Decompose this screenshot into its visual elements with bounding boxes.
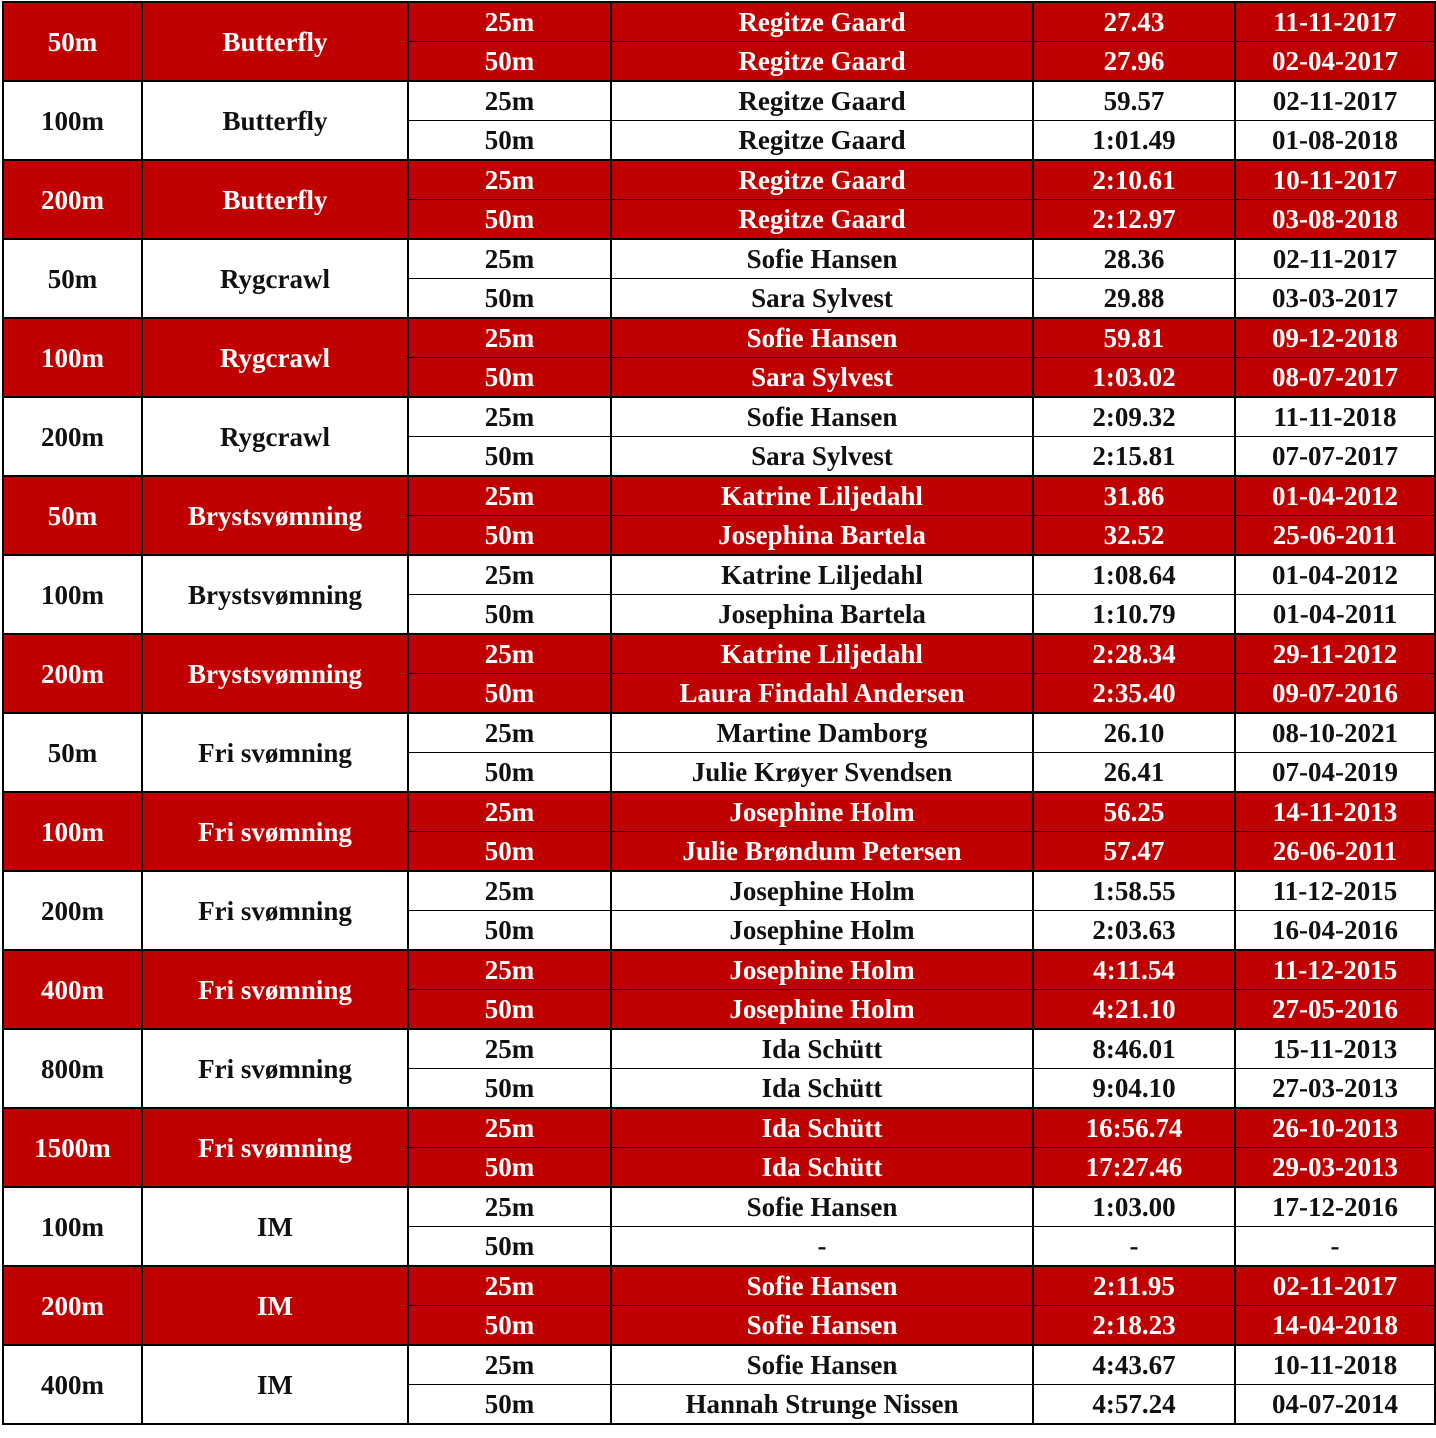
record-date-cell: 16-04-2016 (1235, 911, 1435, 951)
pool-length-cell: 50m (408, 753, 611, 793)
swimmer-name-cell: Regitze Gaard (611, 42, 1033, 82)
record-date-cell: 26-06-2011 (1235, 832, 1435, 872)
pool-length-cell: 50m (408, 200, 611, 240)
stroke-cell: Fri svømning (142, 1108, 408, 1187)
record-date-cell: 07-07-2017 (1235, 437, 1435, 477)
swimmer-name-cell: Sofie Hansen (611, 1306, 1033, 1346)
pool-length-cell: 25m (408, 871, 611, 911)
stroke-cell: Rygcrawl (142, 239, 408, 318)
swimmer-name-cell: Hannah Strunge Nissen (611, 1385, 1033, 1425)
record-date-cell: 02-04-2017 (1235, 42, 1435, 82)
record-time-cell: 1:03.00 (1033, 1187, 1235, 1227)
record-row (3, 1345, 1435, 1385)
stroke-cell: Fri svømning (142, 713, 408, 792)
record-row (3, 871, 1435, 911)
record-date-cell: 10-11-2018 (1235, 1345, 1435, 1385)
swimmer-name-cell: Josephina Bartela (611, 516, 1033, 556)
distance-cell: 50m (3, 476, 142, 555)
record-date-cell: 25-06-2011 (1235, 516, 1435, 556)
stroke-cell: Butterfly (142, 2, 408, 81)
pool-length-cell: 25m (408, 318, 611, 358)
swimmer-name-cell: Josephine Holm (611, 950, 1033, 990)
record-date-cell: 01-08-2018 (1235, 121, 1435, 161)
record-time-cell: 2:03.63 (1033, 911, 1235, 951)
record-row (3, 792, 1435, 832)
record-date-cell: 01-04-2012 (1235, 476, 1435, 516)
stroke-cell: Rygcrawl (142, 397, 408, 476)
swimmer-name-cell: Regitze Gaard (611, 2, 1033, 42)
swimmer-name-cell: Ida Schütt (611, 1108, 1033, 1148)
swimmer-name-cell: Ida Schütt (611, 1148, 1033, 1188)
record-time-cell: 2:10.61 (1033, 160, 1235, 200)
pool-length-cell: 50m (408, 42, 611, 82)
swimmer-name-cell: Sara Sylvest (611, 437, 1033, 477)
stroke-cell: Brystsvømning (142, 476, 408, 555)
record-time-cell: 8:46.01 (1033, 1029, 1235, 1069)
club-records-table (2, 1, 1436, 1425)
swimmer-name-cell: Sara Sylvest (611, 358, 1033, 398)
record-time-cell: 1:03.02 (1033, 358, 1235, 398)
record-time-cell: 1:10.79 (1033, 595, 1235, 635)
record-date-cell: 01-04-2012 (1235, 555, 1435, 595)
stroke-cell: Fri svømning (142, 950, 408, 1029)
record-row (3, 318, 1435, 358)
records-table-container (2, 1, 1434, 1425)
pool-length-cell: 50m (408, 1148, 611, 1188)
record-time-cell: 26.10 (1033, 713, 1235, 753)
pool-length-cell: 50m (408, 1227, 611, 1267)
swimmer-name-cell: Laura Findahl Andersen (611, 674, 1033, 714)
distance-cell: 200m (3, 1266, 142, 1345)
distance-cell: 200m (3, 160, 142, 239)
swimmer-name-cell: Sofie Hansen (611, 397, 1033, 437)
record-row (3, 1029, 1435, 1069)
pool-length-cell: 25m (408, 397, 611, 437)
pool-length-cell: 25m (408, 1345, 611, 1385)
swimmer-name-cell: Sofie Hansen (611, 1187, 1033, 1227)
record-time-cell: 1:08.64 (1033, 555, 1235, 595)
record-date-cell: 10-11-2017 (1235, 160, 1435, 200)
swimmer-name-cell: Ida Schütt (611, 1069, 1033, 1109)
record-time-cell: 4:57.24 (1033, 1385, 1235, 1425)
stroke-cell: IM (142, 1266, 408, 1345)
pool-length-cell: 25m (408, 792, 611, 832)
record-time-cell: 17:27.46 (1033, 1148, 1235, 1188)
pool-length-cell: 50m (408, 279, 611, 319)
record-time-cell: 2:18.23 (1033, 1306, 1235, 1346)
swimmer-name-cell: Katrine Liljedahl (611, 476, 1033, 516)
record-time-cell: 4:43.67 (1033, 1345, 1235, 1385)
distance-cell: 200m (3, 397, 142, 476)
pool-length-cell: 25m (408, 1266, 611, 1306)
distance-cell: 100m (3, 81, 142, 160)
record-date-cell: 04-07-2014 (1235, 1385, 1435, 1425)
record-date-cell: 29-03-2013 (1235, 1148, 1435, 1188)
distance-cell: 1500m (3, 1108, 142, 1187)
distance-cell: 200m (3, 871, 142, 950)
swimmer-name-cell: Regitze Gaard (611, 200, 1033, 240)
record-time-cell: - (1033, 1227, 1235, 1267)
swimmer-name-cell: Ida Schütt (611, 1029, 1033, 1069)
swimmer-name-cell: Katrine Liljedahl (611, 555, 1033, 595)
distance-cell: 100m (3, 1187, 142, 1266)
swimmer-name-cell: Josephine Holm (611, 792, 1033, 832)
record-date-cell: 09-07-2016 (1235, 674, 1435, 714)
record-time-cell: 31.86 (1033, 476, 1235, 516)
record-date-cell: 17-12-2016 (1235, 1187, 1435, 1227)
swimmer-name-cell: Sara Sylvest (611, 279, 1033, 319)
record-date-cell: 02-11-2017 (1235, 1266, 1435, 1306)
pool-length-cell: 25m (408, 1108, 611, 1148)
record-date-cell: 14-11-2013 (1235, 792, 1435, 832)
stroke-cell: IM (142, 1187, 408, 1266)
record-row (3, 2, 1435, 42)
record-date-cell: 03-08-2018 (1235, 200, 1435, 240)
record-time-cell: 28.36 (1033, 239, 1235, 279)
record-date-cell: 02-11-2017 (1235, 81, 1435, 121)
pool-length-cell: 50m (408, 832, 611, 872)
swimmer-name-cell: Katrine Liljedahl (611, 634, 1033, 674)
stroke-cell: Fri svømning (142, 792, 408, 871)
swimmer-name-cell: Sofie Hansen (611, 318, 1033, 358)
swimmer-name-cell: Josephina Bartela (611, 595, 1033, 635)
record-date-cell: 02-11-2017 (1235, 239, 1435, 279)
distance-cell: 400m (3, 1345, 142, 1424)
record-row (3, 1108, 1435, 1148)
record-date-cell: 03-03-2017 (1235, 279, 1435, 319)
record-row (3, 634, 1435, 674)
pool-length-cell: 25m (408, 2, 611, 42)
pool-length-cell: 25m (408, 1029, 611, 1069)
pool-length-cell: 50m (408, 911, 611, 951)
distance-cell: 100m (3, 555, 142, 634)
record-time-cell: 1:01.49 (1033, 121, 1235, 161)
stroke-cell: IM (142, 1345, 408, 1424)
record-row (3, 160, 1435, 200)
record-date-cell: 01-04-2011 (1235, 595, 1435, 635)
distance-cell: 400m (3, 950, 142, 1029)
record-row (3, 397, 1435, 437)
swimmer-name-cell: Martine Damborg (611, 713, 1033, 753)
record-time-cell: 32.52 (1033, 516, 1235, 556)
distance-cell: 200m (3, 634, 142, 713)
record-date-cell: - (1235, 1227, 1435, 1267)
stroke-cell: Fri svømning (142, 1029, 408, 1108)
record-date-cell: 07-04-2019 (1235, 753, 1435, 793)
pool-length-cell: 25m (408, 239, 611, 279)
record-date-cell: 27-03-2013 (1235, 1069, 1435, 1109)
pool-length-cell: 50m (408, 1306, 611, 1346)
record-time-cell: 2:12.97 (1033, 200, 1235, 240)
record-time-cell: 59.81 (1033, 318, 1235, 358)
record-time-cell: 2:11.95 (1033, 1266, 1235, 1306)
record-time-cell: 56.25 (1033, 792, 1235, 832)
record-date-cell: 11-12-2015 (1235, 950, 1435, 990)
pool-length-cell: 50m (408, 674, 611, 714)
pool-length-cell: 50m (408, 990, 611, 1030)
record-date-cell: 11-11-2017 (1235, 2, 1435, 42)
record-time-cell: 9:04.10 (1033, 1069, 1235, 1109)
distance-cell: 100m (3, 792, 142, 871)
records-table-body (3, 2, 1435, 1424)
distance-cell: 800m (3, 1029, 142, 1108)
record-row (3, 950, 1435, 990)
swimmer-name-cell: Josephine Holm (611, 911, 1033, 951)
pool-length-cell: 25m (408, 713, 611, 753)
swimmer-name-cell: Regitze Gaard (611, 81, 1033, 121)
swimmer-name-cell: Julie Krøyer Svendsen (611, 753, 1033, 793)
pool-length-cell: 25m (408, 476, 611, 516)
stroke-cell: Fri svømning (142, 871, 408, 950)
swimmer-name-cell: Regitze Gaard (611, 121, 1033, 161)
stroke-cell: Brystsvømning (142, 555, 408, 634)
record-date-cell: 08-10-2021 (1235, 713, 1435, 753)
pool-length-cell: 25m (408, 81, 611, 121)
stroke-cell: Brystsvømning (142, 634, 408, 713)
record-time-cell: 27.43 (1033, 2, 1235, 42)
record-time-cell: 29.88 (1033, 279, 1235, 319)
pool-length-cell: 50m (408, 595, 611, 635)
pool-length-cell: 50m (408, 516, 611, 556)
record-date-cell: 29-11-2012 (1235, 634, 1435, 674)
record-time-cell: 4:21.10 (1033, 990, 1235, 1030)
pool-length-cell: 50m (408, 1385, 611, 1425)
swimmer-name-cell: - (611, 1227, 1033, 1267)
distance-cell: 50m (3, 713, 142, 792)
record-date-cell: 09-12-2018 (1235, 318, 1435, 358)
record-time-cell: 2:09.32 (1033, 397, 1235, 437)
record-time-cell: 1:58.55 (1033, 871, 1235, 911)
record-date-cell: 11-11-2018 (1235, 397, 1435, 437)
record-row (3, 713, 1435, 753)
pool-length-cell: 50m (408, 358, 611, 398)
swimmer-name-cell: Sofie Hansen (611, 1345, 1033, 1385)
pool-length-cell: 50m (408, 437, 611, 477)
record-time-cell: 4:11.54 (1033, 950, 1235, 990)
pool-length-cell: 25m (408, 634, 611, 674)
swimmer-name-cell: Regitze Gaard (611, 160, 1033, 200)
swimmer-name-cell: Sofie Hansen (611, 239, 1033, 279)
record-time-cell: 16:56.74 (1033, 1108, 1235, 1148)
swimmer-name-cell: Josephine Holm (611, 990, 1033, 1030)
record-time-cell: 27.96 (1033, 42, 1235, 82)
pool-length-cell: 25m (408, 950, 611, 990)
record-row (3, 555, 1435, 595)
distance-cell: 50m (3, 239, 142, 318)
record-time-cell: 26.41 (1033, 753, 1235, 793)
record-row (3, 239, 1435, 279)
record-date-cell: 15-11-2013 (1235, 1029, 1435, 1069)
record-time-cell: 2:35.40 (1033, 674, 1235, 714)
record-row (3, 81, 1435, 121)
pool-length-cell: 50m (408, 121, 611, 161)
pool-length-cell: 25m (408, 555, 611, 595)
record-date-cell: 26-10-2013 (1235, 1108, 1435, 1148)
swimmer-name-cell: Sofie Hansen (611, 1266, 1033, 1306)
record-time-cell: 2:28.34 (1033, 634, 1235, 674)
pool-length-cell: 25m (408, 160, 611, 200)
pool-length-cell: 25m (408, 1187, 611, 1227)
swimmer-name-cell: Josephine Holm (611, 871, 1033, 911)
record-row (3, 476, 1435, 516)
stroke-cell: Butterfly (142, 160, 408, 239)
record-time-cell: 2:15.81 (1033, 437, 1235, 477)
record-date-cell: 27-05-2016 (1235, 990, 1435, 1030)
pool-length-cell: 50m (408, 1069, 611, 1109)
record-time-cell: 59.57 (1033, 81, 1235, 121)
swimmer-name-cell: Julie Brøndum Petersen (611, 832, 1033, 872)
distance-cell: 100m (3, 318, 142, 397)
record-date-cell: 11-12-2015 (1235, 871, 1435, 911)
stroke-cell: Butterfly (142, 81, 408, 160)
record-row (3, 1187, 1435, 1227)
record-date-cell: 08-07-2017 (1235, 358, 1435, 398)
distance-cell: 50m (3, 2, 142, 81)
stroke-cell: Rygcrawl (142, 318, 408, 397)
record-time-cell: 57.47 (1033, 832, 1235, 872)
record-date-cell: 14-04-2018 (1235, 1306, 1435, 1346)
record-row (3, 1266, 1435, 1306)
